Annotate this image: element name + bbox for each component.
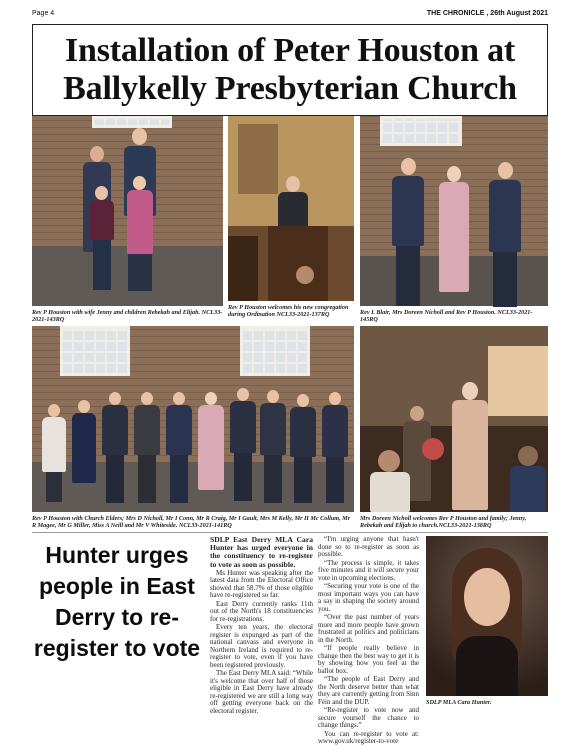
headline-box (32, 24, 548, 116)
story-paragraph: “Over the past number of years more and more people have grown frustrated at politics and politicians in the North. (318, 613, 419, 644)
photo-pulpit-caption: Rev P Houston welcomes his new congregation during Ordination NCL33-2021-137RQ (228, 304, 349, 318)
photo-three-people-caption: Rev L Blair, Mrs Doreen Nicholl and Rev P Houston. NCL33-2021-145RQ (360, 309, 533, 323)
page-headline: Installation of Peter Houston at Ballykelly Presbyterian Church (63, 32, 517, 107)
photo-family-caption: Rev P Houston with wife Jenny and children Rebekah and Elijah. NCL33-2021-143RQ (32, 309, 223, 323)
photo-pulpit (228, 116, 354, 301)
portrait-caption: SDLP MLA Cara Hunter. (426, 699, 492, 706)
photo-elders-caption: Rev P Houston with Church Elders; Mrs D Nicholl, Mr I Conn, Mr R Craig, Mr I Gault, Mrs M Kelly, Mr H Mc Collum, Mr R Magee, Mr G Miller, Miss A Neill and Mr V Whiteside. NCL33-2021-141RQ (32, 515, 351, 529)
section-divider (32, 532, 548, 533)
page-number: Page 4 (32, 10, 55, 17)
story-paragraph: Every ten years, the electoral register is expunged as part of the national canvass and everyone in Northern Ireland is required to re-register to vote, even if you have been registered previously. (210, 623, 313, 669)
story-paragraph: “If people really believe in change then the best way to get it is by showing how you feel at the ballot box. (318, 644, 419, 675)
page-folio (32, 10, 548, 20)
story-paragraph: SDLP East Derry MLA Cara Hunter has urged everyone in the constituency to re-register to vote as soon as possible. (210, 535, 313, 569)
portrait-photo (426, 536, 548, 696)
story-paragraph: “Securing your vote is one of the most important ways you can have a say in shaping the society around you. (318, 582, 419, 613)
story-headline: Hunter urges people in East Derry to re-register to vote (33, 542, 201, 661)
story-paragraph: “The people of East Derry and the North deserve better than what they are currently getting from Sinn Féin and the DUP. (318, 675, 419, 706)
story-column-2 (318, 536, 419, 747)
paper-dateline: THE CHRONICLE , 26th August 2021 (426, 10, 548, 17)
story-paragraph: “Re-register to vote now and secure yourself the chance to change things.” (318, 706, 419, 729)
story-column-1 (210, 536, 313, 716)
photo-family (32, 116, 223, 306)
story-paragraph: “I'm urging anyone that hasn't done so to re-register as soon as possible. (318, 535, 419, 558)
story-paragraph: The East Derry MLA said: “While it's welcome that over half of those eligible in East Derry have already re-registered we are still a long way off getting everyone back on the electoral register. (210, 669, 313, 715)
photo-church-welcome (360, 326, 548, 512)
story-paragraph: You can re-register to vote at: www.gov.uk/register-to-vote (318, 729, 419, 745)
photo-three-people (360, 116, 548, 306)
photo-elders (32, 326, 354, 512)
story-paragraph: “The process is simple, it takes five minutes and it will secure your vote in upcoming elections. (318, 558, 419, 582)
story-paragraph: Ms Hunter was speaking after the latest data from the Electoral Office showed that 58.7% of those eligible have re-registered so far. (210, 568, 313, 600)
story-paragraph: East Derry currently ranks 11th out of the North's 18 constituencies for re-registrations. (210, 599, 313, 623)
photo-church-welcome-caption: Mrs Doreen Nicholl welcomes Rev P Houston and family; Jenny, Rebekah and Elijah to church.NCL33-2021-138RQ (360, 515, 527, 529)
